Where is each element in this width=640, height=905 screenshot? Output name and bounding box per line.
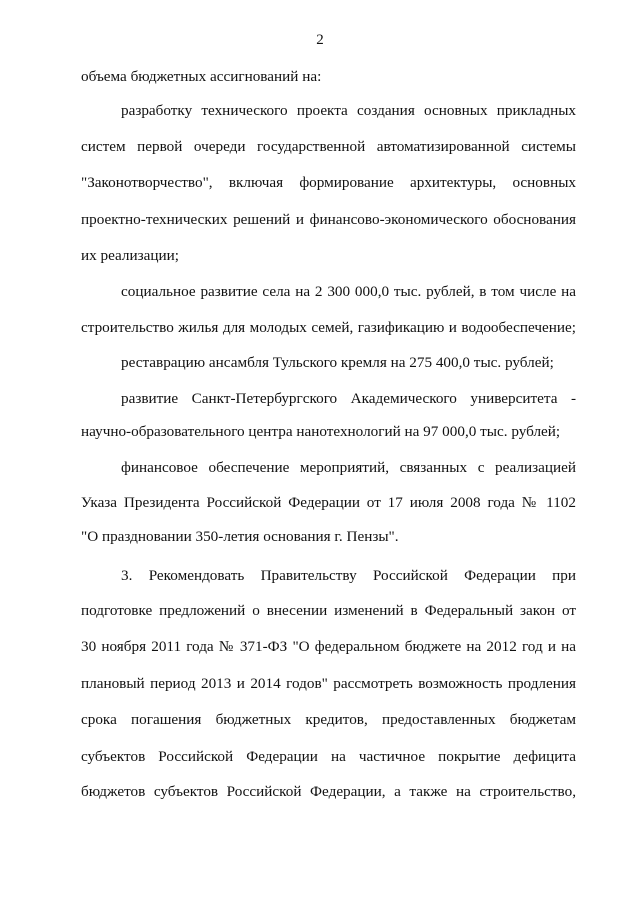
text-line: субъектов Российской Федерации на частичное покрытие дефицита [81,748,576,765]
text-line: бюджетов субъектов Российской Федерации, а также на строительство, [81,783,576,800]
text-line: срока погашения бюджетных кредитов, предоставленных бюджетам [81,711,576,728]
text-line: финансовое обеспечение мероприятий, связанных с реализацией [121,459,576,476]
text-line: 3. Рекомендовать Правительству Российской Федерации при [121,567,576,584]
text-line: Указа Президента Российской Федерации от 17 июля 2008 года № 1102 [81,494,576,511]
text-line: разработку технического проекта создания основных прикладных [121,102,576,119]
text-line: их реализации; [81,247,179,264]
text-line: объема бюджетных ассигнований на: [81,68,322,85]
text-line: подготовке предложений о внесении изменений в Федеральный закон от [81,602,576,619]
text-line: строительство жилья для молодых семей, газификацию и водообеспечение; [81,319,576,336]
text-line: проектно-технических решений и финансово-экономического обоснования [81,211,576,228]
text-line: плановый период 2013 и 2014 годов" рассмотреть возможность продления [81,675,576,692]
text-line: 30 ноября 2011 года № 371-ФЗ "О федеральном бюджете на 2012 год и на [81,638,576,655]
text-line: систем первой очереди государственной автоматизированной системы [81,138,576,155]
page-number: 2 [316,32,324,48]
text-line: "О праздновании 350-летия основания г. Пензы". [81,528,399,545]
text-line: реставрацию ансамбля Тульского кремля на 275 400,0 тыс. рублей; [121,354,554,371]
text-line: социальное развитие села на 2 300 000,0 тыс. рублей, в том числе на [121,283,576,300]
text-line: развитие Санкт-Петербургского Академического университета - [121,390,576,407]
text-line: научно-образовательного центра нанотехнологий на 97 000,0 тыс. рублей; [81,423,561,440]
text-line: "Законотворчество", включая формирование архитектуры, основных [81,174,576,191]
